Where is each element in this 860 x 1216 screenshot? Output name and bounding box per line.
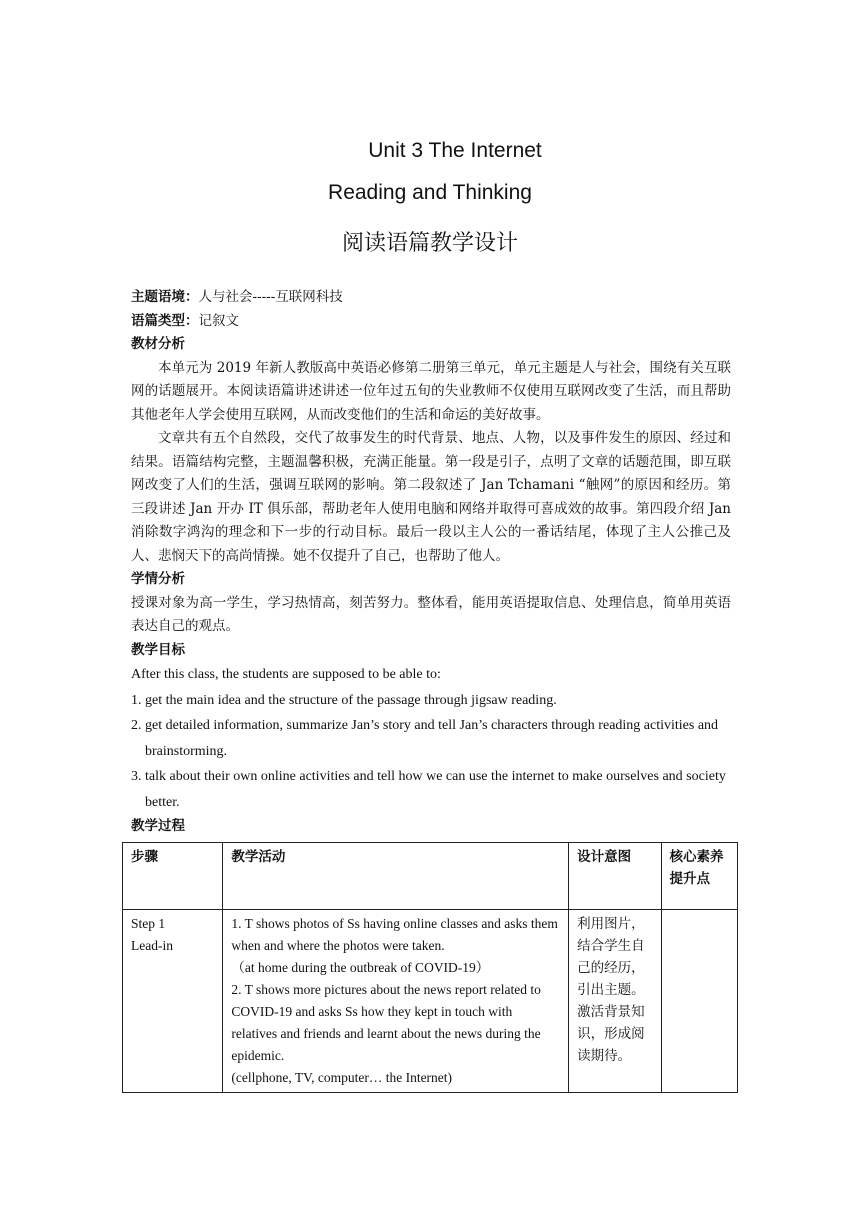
step-cell — [123, 910, 223, 1093]
genre-label: 语篇类型： — [131, 312, 199, 329]
document-body — [131, 286, 731, 839]
activity-line-3: 2. T shows more pictures about the news report related to COVID-19 and asks Ss how they kept in touch with relatives and friends and learnt about the news during the epidemic. — [231, 982, 541, 1063]
core-cell — [661, 910, 737, 1093]
table-header-row — [123, 843, 738, 910]
table-row — [123, 910, 738, 1093]
goal-item-1: 1. get the main idea and the structure of the passage through jigsaw reading. — [131, 692, 557, 708]
theme-label: 主题语境： — [131, 289, 199, 305]
genre-value: 记叙文 — [198, 312, 239, 329]
student-heading: 学情分析 — [131, 571, 185, 587]
intent-cell: 利用图片，结合学生自己的经历，引出主题。激活背景知识，形成阅读期待。 — [569, 910, 661, 1093]
activity-line-1: 1. T shows photos of Ss having online classes and asks them when and where the photos were taken. — [231, 916, 558, 953]
goal-item-2: 2. get detailed information, summarize Jan’s story and tell Jan’s characters through reading activities and brainstorming. — [131, 718, 719, 759]
step-name: Lead-in — [131, 938, 173, 953]
header-intent: 设计意图 — [569, 843, 661, 910]
activity-line-2: （at home during the outbreak of COVID-19） — [231, 960, 490, 975]
activity-line-4: (cellphone, TV, computer… the Internet) — [231, 1070, 453, 1085]
process-table — [122, 842, 738, 1093]
material-heading: 教材分析 — [131, 336, 185, 352]
genre-line — [131, 310, 731, 334]
material-paragraph-1: 本单元为 2019 年新人教版高中英语必修第二册第三单元，单元主题是人与社会，围绕有关互联网的话题展开。本阅读语篇讲述讲述一位年过五旬的失业教师不仅使用互联网改变了生活，而且帮助其他老年人学会使用互联网，从而改变他们的生活和命运的美好故事。 — [131, 359, 731, 423]
theme-value: 人与社会-----互联网科技 — [198, 289, 343, 305]
header-step: 步骤 — [123, 843, 223, 910]
header-core: 核心素养提升点 — [661, 843, 737, 910]
design-title: 阅读语篇教学设计 — [341, 231, 518, 256]
step-number: Step 1 — [131, 916, 166, 931]
goals-intro: After this class, the students are supposed to be able to: — [131, 667, 441, 682]
theme-line — [131, 286, 731, 310]
unit-title: Unit 3 The Internet — [368, 139, 542, 162]
header-activity: 教学活动 — [223, 843, 569, 910]
material-paragraph-2: 文章共有五个自然段，交代了故事发生的时代背景、地点、人物，以及事件发生的原因、经过和结果。语篇结构完整，主题温馨积极，充满正能量。第一段是引子，点明了文章的话题范围，即互联网改变了人们的生活，强调互联网的影响。第二段叙述了 Jan Tchamani “触网”的原因和经历。第三段讲述 Jan 开办 IT 俱乐部，帮助老年人使用电脑和网络并取得可喜成效的故事。第四段介绍 Jan 消除数字鸿沟的理念和下一步的行动目标。最后一段以主人公的一番话结尾，体现了主人公推己及人、悲悯天下的高尚情操。她不仅提升了自己，也帮助了他人。 — [131, 430, 731, 564]
student-paragraph: 授课对象为高一学生，学习热情高，刻苦努力。整体看，能用英语提取信息、处理信息，简单用英语表达自己的观点。 — [131, 594, 731, 634]
process-heading: 教学过程 — [131, 818, 185, 834]
goals-heading: 教学目标 — [131, 641, 185, 658]
lesson-title: Reading and Thinking — [328, 181, 532, 204]
activity-cell — [223, 910, 569, 1093]
goal-item-3: 3. talk about their own online activities and tell how we can use the internet to make ourselves and society better. — [131, 769, 726, 810]
